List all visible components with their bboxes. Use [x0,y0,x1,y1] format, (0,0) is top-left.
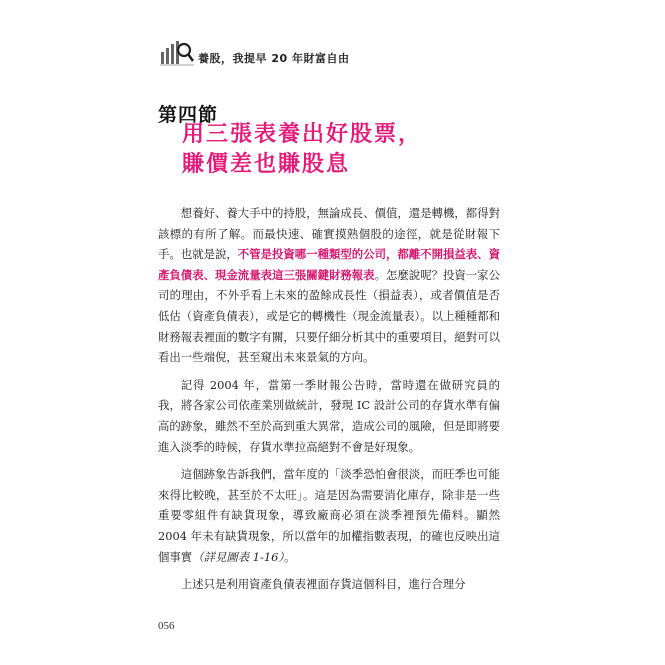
running-header [160,38,360,68]
section-label: 第四節 [158,104,219,126]
paragraph-2: 記得 2004 年，當第一季財報公告時，當時還在做研究員的我，將各家公司依產業別做統計，發現 IC 設計公司的存貨水準有偏高的跡象，雖然不至於高到重大異常，造成公司的風險，但是即將要進入淡季的時候，存貨水準拉高絕對不會是好現象。 [158,377,500,454]
bar-chart-magnifier-icon [160,38,194,66]
paragraph-3: 這個跡象告訴我們，當年度的「淡季恐怕會很淡，而旺季也可能來得比較晚，甚至於不太旺」。這是因為需要消化庫存，除非是一些重要零組件有缺貨現象，導致廠商必須在淡季裡預先備料。顯然 2004 年未有缺貨現象，所以當年的加權指數表現，的確也反映出這個事實（詳見圖表 1-16）。 [158,467,500,564]
book-title: 養股，我提早 20 年財富自由 [198,52,350,65]
figure-reference: （詳見圖表 1-16） [192,549,285,564]
body-text [158,203,500,602]
paragraph-4: 上述只是利用資產負債表裡面存貨這個科目，進行合理分 [180,577,466,592]
page-number: 056 [158,620,175,632]
chapter-title-line-1: 用三張表養出好股票， [182,121,423,147]
chapter-title [182,119,502,179]
paragraph-1: 想養好、養大手中的持股，無論成長、價值，還是轉機，都得對該標的有所了解。而最快速、確實摸熟個股的途徑，就是從財報下手。也就是說，不管是投資哪一種類型的公司，都離不開損益表、資產負債表、現金流量表這三張關鍵財務報表。怎麼說呢？投資一家公司的理由，不外乎看上未來的盈餘成長性（損益表），或者價值是否低估（資產負債表），或是它的轉機性（現金流量表）。以上種種都和財務報表裡面的數字有關，只要仔細分析其中的重要項目，絕對可以看出一些端倪，甚至窺出未來景氣的方向。 [158,206,500,365]
chapter-title-line-2: 賺價差也賺股息 [182,151,351,177]
highlighted-text: 不管是投資哪一種類型的公司，都離不開損益表、資產負債表、現金流量表這三張關鍵財務報表 [158,247,500,282]
